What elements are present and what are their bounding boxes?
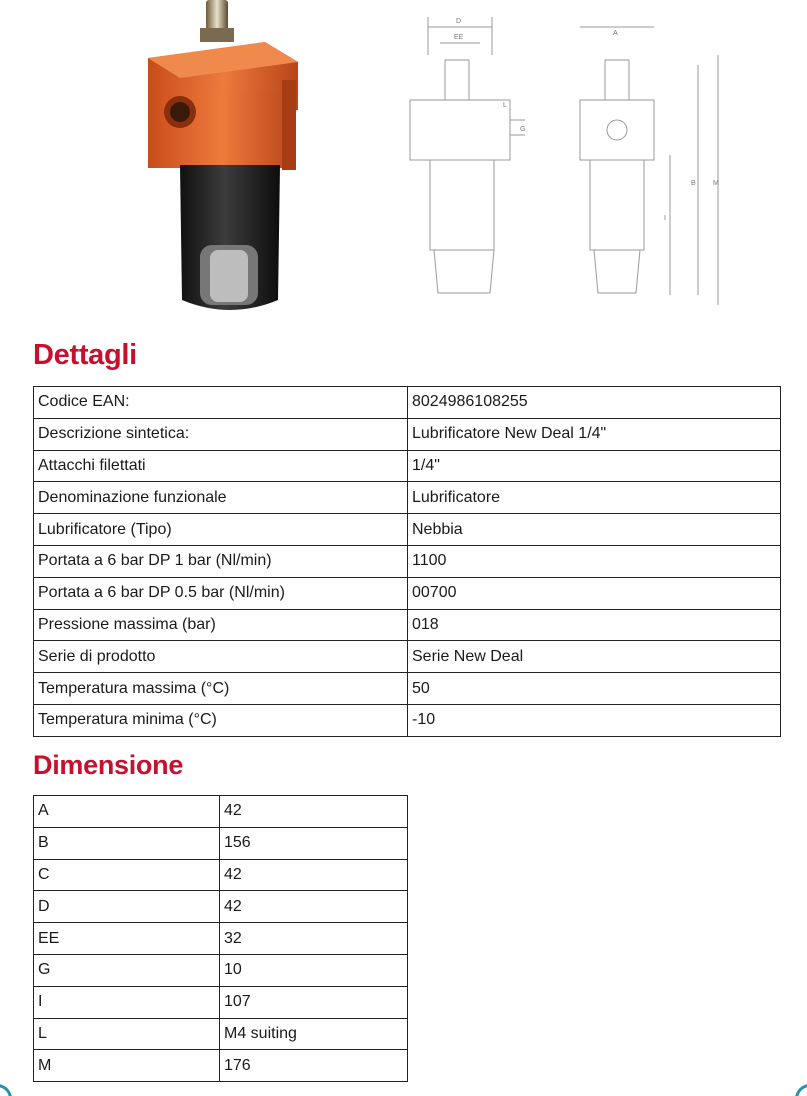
- dim-label-ee: EE: [454, 34, 464, 41]
- dim-label-d: D: [456, 18, 462, 25]
- detail-value: Lubrificatore: [408, 482, 781, 514]
- detail-label: Descrizione sintetica:: [34, 418, 408, 450]
- detail-label: Temperatura massima (°C): [34, 673, 408, 705]
- dimension-label: M: [34, 1050, 220, 1082]
- corner-decoration-left: [0, 1084, 12, 1096]
- table-row: [34, 609, 781, 641]
- table-row: [34, 482, 781, 514]
- dimension-label: D: [34, 891, 220, 923]
- corner-decoration-right: [795, 1084, 807, 1096]
- table-row: [34, 418, 781, 450]
- detail-label: Denominazione funzionale: [34, 482, 408, 514]
- table-row: [34, 891, 408, 923]
- dimension-label: A: [34, 796, 220, 828]
- technical-drawing: [400, 5, 750, 315]
- detail-value: 1100: [408, 545, 781, 577]
- table-row: [34, 545, 781, 577]
- detail-label: Lubrificatore (Tipo): [34, 514, 408, 546]
- dimension-label: L: [34, 1018, 220, 1050]
- dimension-label: EE: [34, 923, 220, 955]
- detail-label: Attacchi filettati: [34, 450, 408, 482]
- dimension-label: C: [34, 859, 220, 891]
- dim-label-l: L: [503, 102, 507, 109]
- dimension-value: 42: [220, 796, 408, 828]
- detail-value: Serie New Deal: [408, 641, 781, 673]
- table-row: [34, 577, 781, 609]
- dimensions-table: [33, 795, 408, 1082]
- detail-value: 00700: [408, 577, 781, 609]
- detail-label: Serie di prodotto: [34, 641, 408, 673]
- table-row: [34, 1050, 408, 1082]
- table-row: [34, 796, 408, 828]
- dim-label-a: A: [613, 30, 618, 37]
- dimension-label: G: [34, 954, 220, 986]
- detail-value: 50: [408, 673, 781, 705]
- dimension-value: 42: [220, 859, 408, 891]
- dimension-value: 32: [220, 923, 408, 955]
- detail-label: Temperatura minima (°C): [34, 704, 408, 736]
- dimension-value: 42: [220, 891, 408, 923]
- table-row: [34, 387, 781, 419]
- detail-value: Nebbia: [408, 514, 781, 546]
- table-row: [34, 859, 408, 891]
- table-row: [34, 954, 408, 986]
- dimensions-heading: Dimensione: [33, 750, 184, 780]
- detail-label: Codice EAN:: [34, 387, 408, 419]
- dimension-value: M4 suiting: [220, 1018, 408, 1050]
- detail-value: 1/4": [408, 450, 781, 482]
- dimension-label: I: [34, 986, 220, 1018]
- dim-label-g: G: [520, 126, 526, 133]
- detail-label: Portata a 6 bar DP 1 bar (Nl/min): [34, 545, 408, 577]
- dimension-value: 176: [220, 1050, 408, 1082]
- detail-value: 018: [408, 609, 781, 641]
- dim-label-m: M: [713, 180, 719, 187]
- detail-label: Pressione massima (bar): [34, 609, 408, 641]
- detail-value: 8024986108255: [408, 387, 781, 419]
- detail-value: -10: [408, 704, 781, 736]
- table-row: [34, 1018, 408, 1050]
- details-table: [33, 386, 781, 737]
- dim-label-b: B: [691, 180, 696, 187]
- table-row: [34, 923, 408, 955]
- table-row: [34, 704, 781, 736]
- details-heading: Dettagli: [33, 339, 137, 371]
- product-photo: [30, 0, 410, 335]
- detail-value: Lubrificatore New Deal 1/4": [408, 418, 781, 450]
- dimension-value: 10: [220, 954, 408, 986]
- table-row: [34, 986, 408, 1018]
- dimension-value: 156: [220, 827, 408, 859]
- detail-label: Portata a 6 bar DP 0.5 bar (Nl/min): [34, 577, 408, 609]
- table-row: [34, 641, 781, 673]
- product-hero: [0, 0, 807, 335]
- dimension-label: B: [34, 827, 220, 859]
- table-row: [34, 827, 408, 859]
- table-row: [34, 450, 781, 482]
- table-row: [34, 673, 781, 705]
- table-row: [34, 514, 781, 546]
- dimension-value: 107: [220, 986, 408, 1018]
- dim-label-i: I: [664, 215, 666, 222]
